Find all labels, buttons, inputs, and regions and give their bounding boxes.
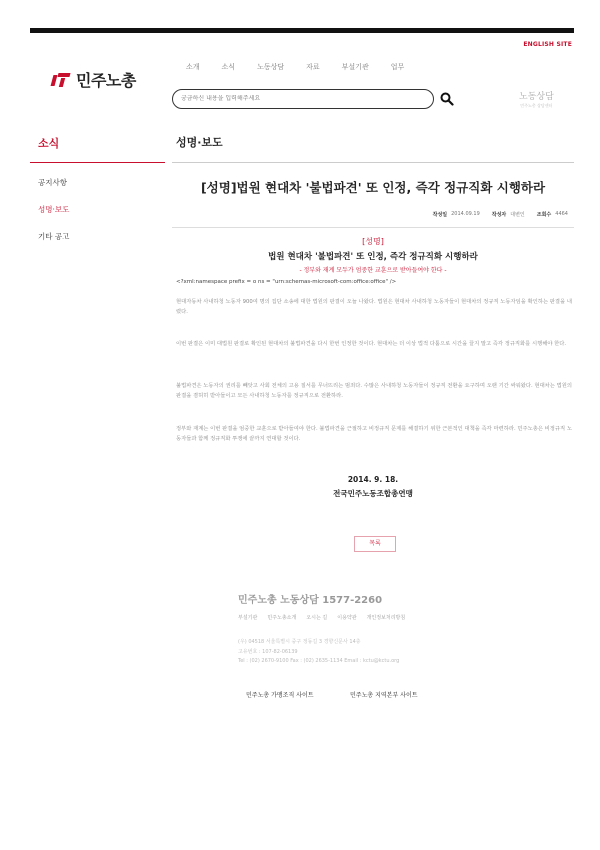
logo[interactable] xyxy=(52,68,136,91)
footer-link-about[interactable]: 민주노총소개 xyxy=(267,615,297,621)
consult-title: 노동상담 xyxy=(519,92,554,102)
footer-biz-number: 고유번호 : 107-82-06139 xyxy=(238,649,298,655)
article-paragraph: 이번 판결은 이미 대법원 판결로 확인된 현대차의 불법파견을 다시 한번 인정한 것이다. 현대차는 더 이상 법적 다툼으로 시간을 끌지 말고 즉각 정규직화를 시행해야 한다. xyxy=(176,341,567,347)
meta-divider xyxy=(172,227,574,228)
body-title: 법원 현대차 '불법파견' 또 인정, 즉각 정규직화 시행하라 xyxy=(268,252,478,262)
nav-item-consult[interactable]: 노동상담 xyxy=(257,63,285,71)
nav-item-work[interactable]: 업무 xyxy=(390,63,405,71)
article-date: 2014.09.19 xyxy=(451,211,480,217)
english-site-link[interactable]: ENGLISH SITE xyxy=(523,41,572,48)
date-label: 작성일 xyxy=(432,212,448,218)
footer-phone: 민주노총 노동상담 1577-2260 xyxy=(238,595,383,606)
article-writer: 대변인 xyxy=(510,212,525,218)
article-meta xyxy=(429,211,568,218)
footer-link-privacy[interactable]: 개인정보처리방침 xyxy=(366,615,406,621)
footer-links xyxy=(238,614,415,621)
page-title: 성명·보도 xyxy=(176,136,223,149)
nav-item-affiliates[interactable]: 부설기관 xyxy=(341,63,369,71)
search-icon[interactable] xyxy=(440,92,454,106)
article-paragraph: 불법파견은 노동자의 권리를 빼앗고 사회 전체의 고용 질서를 무너뜨리는 범죄다. 수많은 사내하청 노동자들이 정규직 전환을 요구하며 오랜 기간 싸워왔다. 현대차는 법원의 판결을 겸허히 받아들이고 모든 사내하청 노동자를 정규직으로 전환하라. xyxy=(176,383,572,399)
footer-address: (우) 04518 서울특별시 중구 정동길 3 경향신문사 14층 xyxy=(238,639,361,645)
body-subtitle: - 정부와 재계 모두가 엄중한 교훈으로 받아들여야 한다 - xyxy=(299,267,447,274)
consult-link[interactable] xyxy=(519,89,554,109)
article-paragraph: 정부와 재계는 이번 판결을 엄중한 교훈으로 받아들여야 한다. 불법파견을 근절하고 비정규직 문제를 해결하기 위한 근본적인 대책을 즉각 마련하라. 민주노총은 비정규직 노동자들과 함께 정규직화 투쟁에 끝까지 연대할 것이다. xyxy=(176,426,572,442)
list-button[interactable]: 목록 xyxy=(354,536,396,552)
body-heading: [성명] xyxy=(362,237,384,246)
sidebar-item-statements[interactable]: 성명·보도 xyxy=(38,205,70,214)
nav-item-resources[interactable]: 자료 xyxy=(306,63,320,71)
top-bar xyxy=(30,28,574,33)
search-box xyxy=(172,89,434,109)
views-label: 조회수 xyxy=(536,212,552,218)
statement-org: 전국민주노동조합총연맹 xyxy=(333,489,413,498)
footer-contact: Tel : (02) 2670-9100 Fax : (02) 2635-1134 Email : kctu@kctu.org xyxy=(238,658,400,664)
title-divider xyxy=(172,162,574,163)
nav-item-news[interactable]: 소식 xyxy=(221,63,236,71)
footer-link-terms[interactable]: 이용약관 xyxy=(337,615,357,621)
sidebar-divider xyxy=(30,162,165,163)
article-title: [성명]법원 현대차 '불법파견' 또 인정, 즉각 정규직화 시행하라 xyxy=(200,180,546,195)
logo-mark-icon xyxy=(52,73,72,87)
statement-date: 2014. 9. 18. xyxy=(347,475,399,484)
search-input[interactable] xyxy=(181,95,421,102)
article-views: 4464 xyxy=(555,211,568,217)
logo-text: 민주노총 xyxy=(76,71,136,90)
footer-site-regions[interactable]: 민주노총 지역본부 사이트 xyxy=(350,692,418,699)
consult-subtitle: 민주노총 상담센터 xyxy=(520,103,553,108)
nav-item-about[interactable]: 소개 xyxy=(186,63,200,71)
sidebar-item-notices[interactable]: 공지사항 xyxy=(38,178,67,187)
footer-link-affiliates[interactable]: 부설기관 xyxy=(238,615,258,621)
main-nav xyxy=(186,62,426,72)
article-paragraph: 현대자동차 사내하청 노동자 900여 명의 집단 소송에 대한 법원의 판결이 오늘 나왔다. 법원은 현대차 사내하청 노동자들이 현대차의 정규직 노동자임을 확인하는 판결을 내렸다. xyxy=(176,299,572,315)
writer-label: 작성자 xyxy=(491,212,507,218)
footer-link-directions[interactable]: 오시는 길 xyxy=(306,615,328,621)
sidebar-title: 소식 xyxy=(38,137,60,150)
footer-site-affiliates[interactable]: 민주노총 가맹조직 사이트 xyxy=(246,692,314,699)
sidebar-item-other-notices[interactable]: 기타 공고 xyxy=(38,232,70,241)
xml-namespace-line: <?xml:namespace prefix = o ns = "urn:schemas-microsoft-com:office:office" /> xyxy=(176,279,397,285)
